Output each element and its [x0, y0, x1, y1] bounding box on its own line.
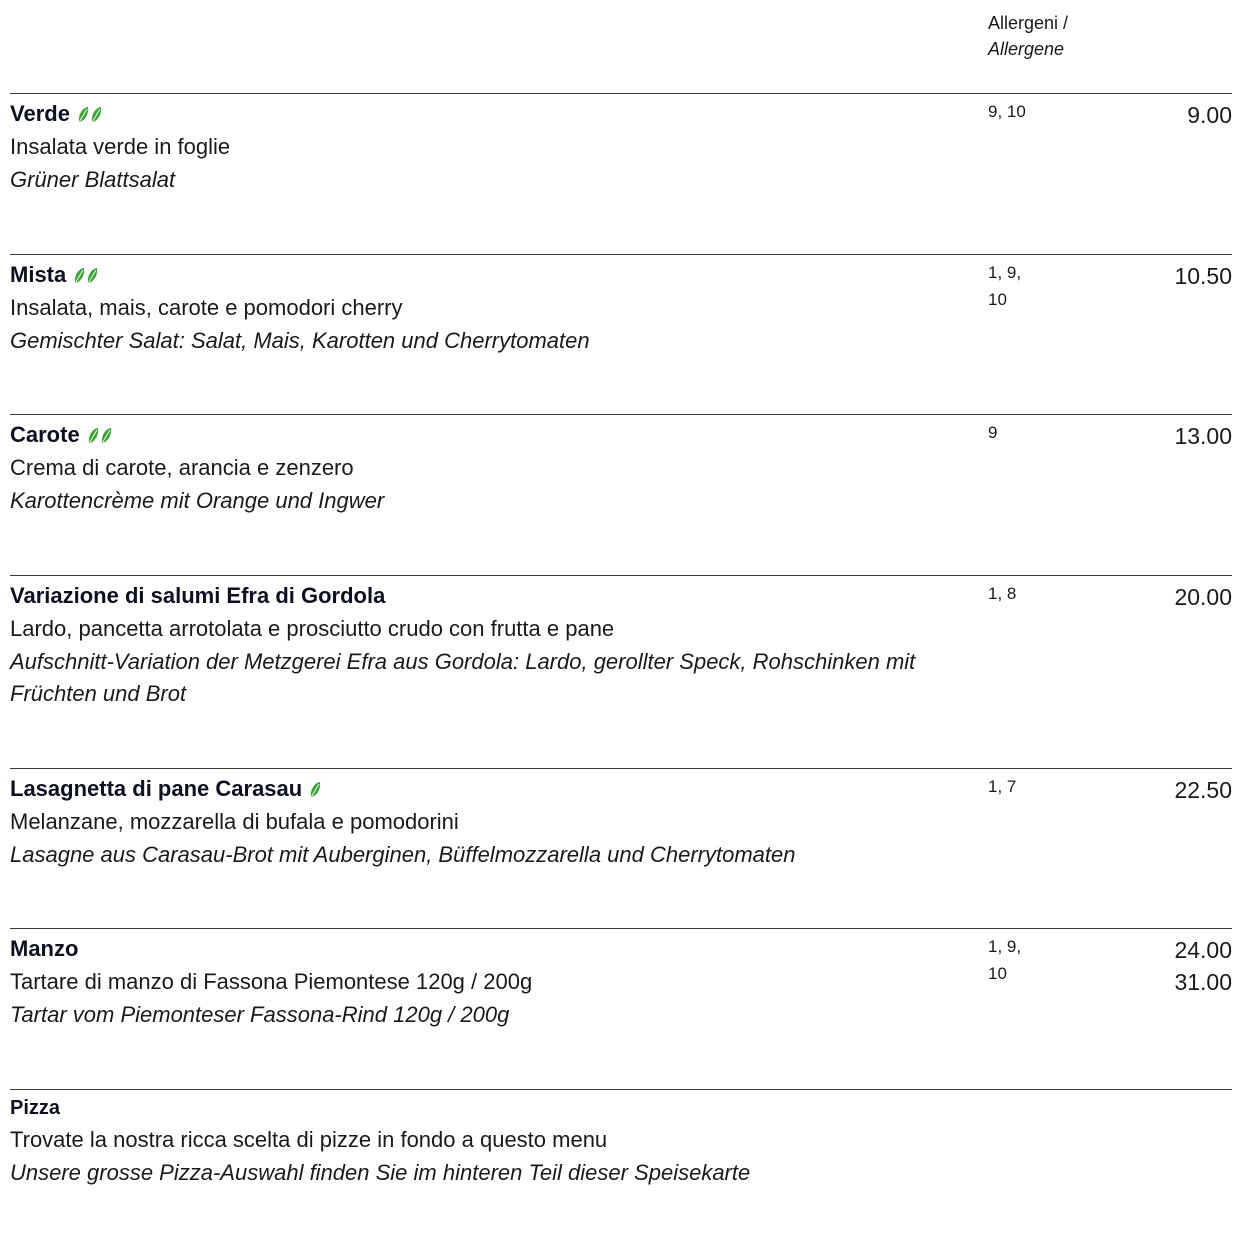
- item-name: Mista: [10, 260, 98, 290]
- item-name: Lasagnetta di pane Carasau: [10, 774, 321, 804]
- vegetarian-leaf-icon: [74, 267, 85, 284]
- item-description-it: Tartare di manzo di Fassona Piemontese 120g / 200g: [10, 969, 533, 994]
- divider: [10, 768, 1232, 769]
- item-allergens: 1, 9, 10: [988, 263, 1022, 309]
- divider: [10, 1089, 1232, 1090]
- item-description-de: Unsere grosse Pizza-Auswahl finden Sie im hinteren Teil dieser Speisekarte: [10, 1160, 751, 1185]
- item-name: Variazione di salumi Efra di Gordola: [10, 583, 386, 608]
- vegetarian-leaf-icon: [78, 106, 89, 123]
- item-name: Pizza: [10, 1097, 61, 1119]
- item-price: 13.00: [1174, 423, 1232, 449]
- menu-item-manzo: [10, 928, 1232, 1078]
- divider: [10, 928, 1232, 929]
- item-name: Carote: [10, 420, 112, 450]
- allergen-column-header: [988, 10, 1068, 62]
- item-description-it: Melanzane, mozzarella di bufala e pomodorini: [10, 809, 459, 834]
- item-name: Verde: [10, 99, 102, 129]
- item-name: Manzo: [10, 936, 79, 961]
- item-price: [1174, 934, 1232, 998]
- item-description-it: Crema di carote, arancia e zenzero: [10, 455, 354, 480]
- item-price: 9.00: [1187, 102, 1232, 128]
- menu-item-carote: [10, 414, 1232, 564]
- divider: [10, 254, 1232, 255]
- item-price: 10.50: [1174, 263, 1232, 289]
- vegetarian-leaf-icon: [87, 267, 98, 284]
- item-allergens: 1, 7: [988, 777, 1017, 796]
- item-description-de: Gemischter Salat: Salat, Mais, Karotten und Cherrytomaten: [10, 328, 590, 353]
- item-description-de: Grüner Blattsalat: [10, 167, 176, 192]
- divider: [10, 414, 1232, 415]
- divider: [10, 575, 1232, 576]
- vegetarian-leaf-icon: [88, 427, 99, 444]
- item-allergens: 1, 9, 10: [988, 937, 1022, 983]
- item-description-it: Trovate la nostra ricca scelta di pizze in fondo a questo menu: [10, 1127, 608, 1152]
- menu-item-lasagnetta: [10, 768, 1232, 918]
- allergen-header-de: Allergene: [988, 39, 1065, 59]
- item-allergens: 9, 10: [988, 102, 1026, 121]
- vegetarian-leaf-icon: [101, 427, 112, 444]
- allergen-header-it: Allergeni /: [988, 13, 1069, 33]
- item-price-large: 31.00: [1174, 969, 1232, 995]
- divider: [10, 93, 1232, 94]
- menu-item-pizza: [10, 1089, 1232, 1239]
- item-description-it: Insalata verde in foglie: [10, 134, 231, 159]
- item-description-de: Karottencrème mit Orange und Ingwer: [10, 488, 385, 513]
- item-price-small: 24.00: [1174, 937, 1232, 963]
- item-description-de: Lasagne aus Carasau-Brot mit Auberginen, Büffelmozzarella und Cherrytomaten: [10, 842, 796, 867]
- item-price: 22.50: [1174, 777, 1232, 803]
- menu-item-salumi: [10, 575, 1232, 725]
- item-price: 20.00: [1174, 584, 1232, 610]
- item-description-it: Insalata, mais, carote e pomodori cherry: [10, 295, 403, 320]
- item-allergens: 9: [988, 423, 998, 442]
- item-description-de: Aufschnitt-Variation der Metzgerei Efra aus Gordola: Lardo, gerollter Speck, Rohschinken mit Früchten und Brot: [10, 649, 916, 706]
- menu-item-mista: [10, 254, 1232, 404]
- item-description-de: Tartar vom Piemonteser Fassona-Rind 120g / 200g: [10, 1002, 510, 1027]
- item-description-it: Lardo, pancetta arrotolata e prosciutto crudo con frutta e pane: [10, 616, 615, 641]
- menu-item-verde: [10, 93, 1232, 243]
- vegetarian-leaf-icon: [91, 106, 102, 123]
- vegetarian-leaf-icon: [310, 781, 321, 798]
- item-allergens: 1, 8: [988, 584, 1017, 603]
